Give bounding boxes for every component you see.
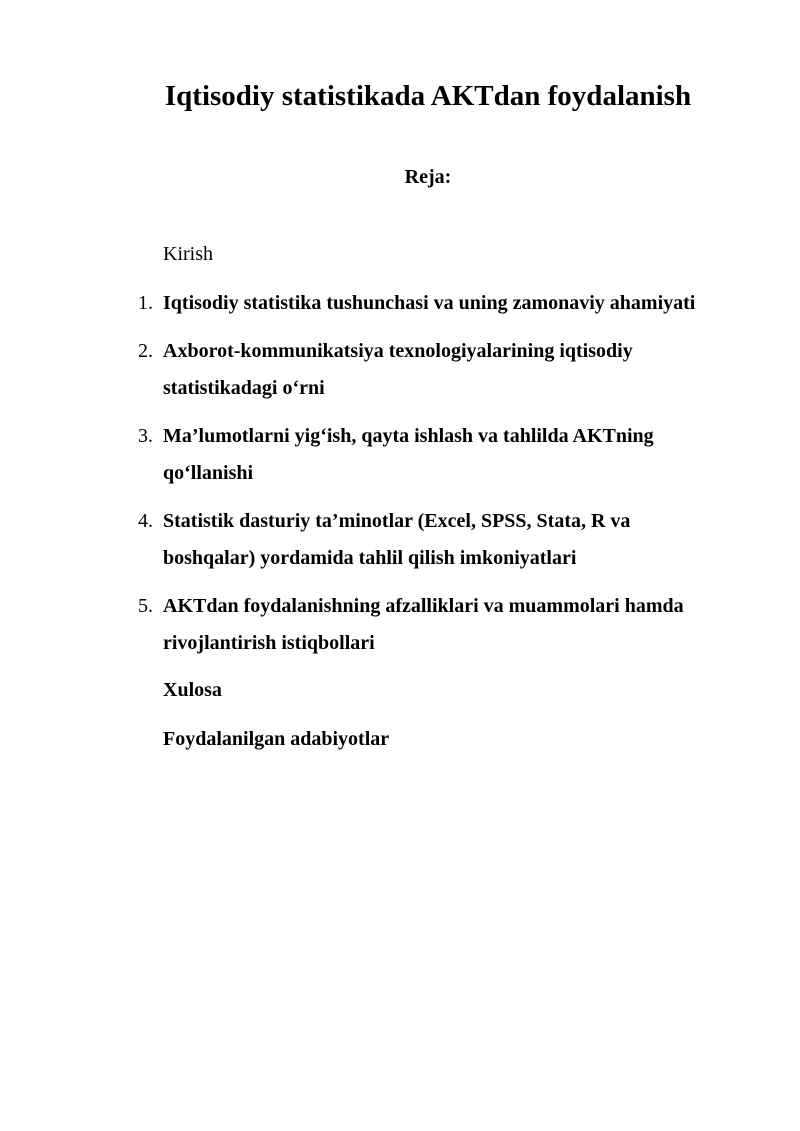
references-item: Foydalanilgan adabiyotlar [163, 728, 390, 750]
intro-item: Kirish [163, 243, 213, 265]
list-item-text-continued: rivojlantirish istiqbollari [163, 632, 375, 654]
list-item-text: AKTdan foydalanishning afzalliklari va muammolari hamda [163, 595, 684, 617]
plan-heading: Reja: [404, 166, 452, 188]
list-item-text-continued: statistikadagi o‘rni [163, 377, 325, 399]
list-number: 4. [138, 510, 153, 532]
list-item-text-continued: qo‘llanishi [163, 462, 254, 484]
list-number: 3. [138, 425, 153, 447]
list-item-text: Axborot-kommunikatsiya texnologiyalarining iqtisodiy [163, 340, 633, 362]
list-number: 2. [138, 340, 153, 362]
list-item-text: Statistik dasturiy ta’minotlar (Excel, SPSS, Stata, R va [163, 510, 631, 532]
list-item-text: Ma’lumotlarni yig‘ish, qayta ishlash va tahlilda AKTning [163, 425, 654, 447]
list-item-text-continued: boshqalar) yordamida tahlil qilish imkoniyatlari [163, 547, 577, 569]
conclusion-item: Xulosa [163, 679, 222, 701]
list-number: 1. [138, 292, 153, 314]
list-number: 5. [138, 595, 153, 617]
list-item-text: Iqtisodiy statistika tushunchasi va uning zamonaviy ahamiyati [163, 292, 696, 314]
document-title: Iqtisodiy statistikada AKTdan foydalanish [164, 80, 692, 112]
